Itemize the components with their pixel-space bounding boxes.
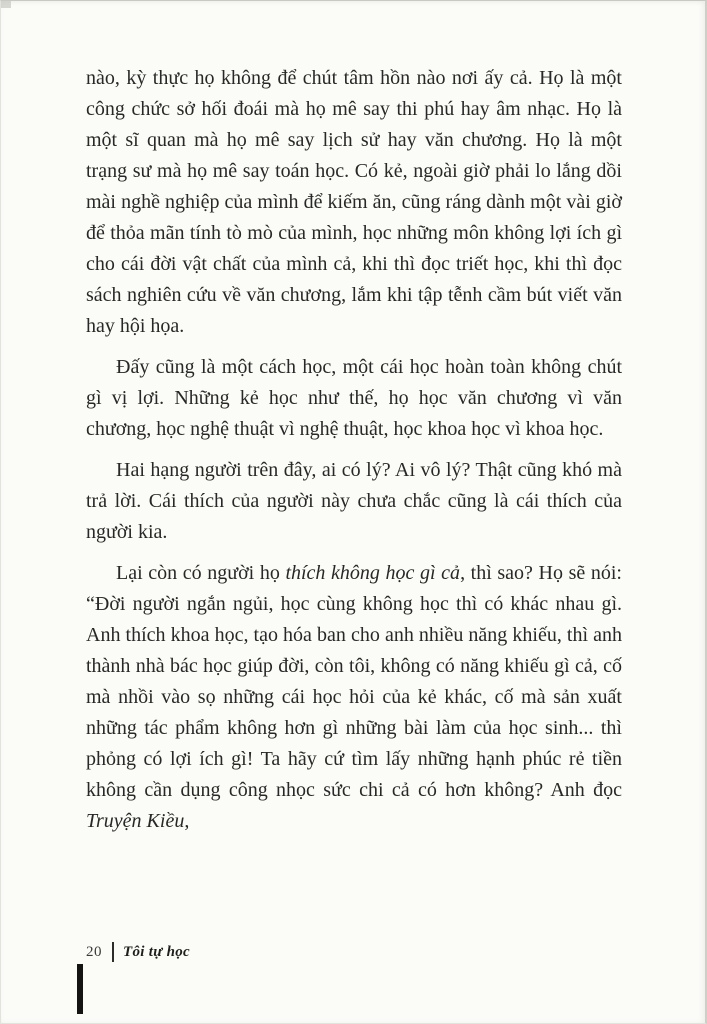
binding-mark xyxy=(77,964,83,1014)
text-segment: Hai hạng người trên đây, ai có lý? Ai vô lý? Thật cũng khó mà trả lời. Cái thích của người này chưa chắc cũng là cái thích của người kia. xyxy=(86,459,622,543)
text-segment: Lại còn có người họ xyxy=(116,562,286,584)
paragraph xyxy=(86,63,622,342)
paragraph xyxy=(86,352,622,445)
book-title: Tôi tự học xyxy=(123,943,190,960)
scan-corner-smudge xyxy=(1,1,11,8)
text-segment: , xyxy=(184,810,190,832)
body-text-block xyxy=(86,63,622,847)
text-segment: Đấy cũng là một cách học, một cái học hoàn toàn không chút gì vị lợi. Những kẻ học như thế, họ học văn chương vì văn chương, học nghệ thuật vì nghệ thuật, học khoa học vì khoa học. xyxy=(86,356,622,440)
page-number: 20 xyxy=(86,943,102,960)
text-segment: , thì sao? Họ sẽ nói: “Đời người ngắn ngủi, học cùng không học thì có khác nhau gì. Anh thích khoa học, tạo hóa ban cho anh nhiều năng khiếu, thì anh thành nhà bác học giúp đời, còn tôi, không có năng khiếu gì cả, cố mà nhồi vào sọ những cái học hỏi của kẻ khác, cố mà sản xuất những tác phẩm không hơn gì những bài làm của học sinh... thì phỏng có lợi ích gì! Ta hãy cứ tìm lấy những hạnh phúc rẻ tiền không cần dụng công nhọc sức chi cả có hơn không? Anh đọc xyxy=(86,562,622,801)
page-footer xyxy=(86,941,190,963)
footer-divider xyxy=(112,942,114,962)
text-segment-italic: Truyện Kiều xyxy=(86,810,185,832)
text-segment: nào, kỳ thực họ không để chút tâm hồn nào nơi ấy cả. Họ là một công chức sở hối đoái mà họ mê say thi phú hay âm nhạc. Họ là một sĩ quan mà họ mê say lịch sử hay văn chương. Họ là một trạng sư mà họ mê say toán học. Có kẻ, ngoài giờ phải lo lắng dồi mài nghề nghiệp của mình để kiếm ăn, cũng ráng dành một vài giờ để thỏa mãn tính tò mò của mình, học những môn không lợi ích gì cho cái đời vật chất của mình cả, khi thì đọc triết học, khi thì đọc sách nghiên cứu về văn chương, lắm khi tập tễnh cầm bút viết văn hay hội họa. xyxy=(86,67,622,337)
paragraph xyxy=(86,455,622,548)
paragraph xyxy=(86,558,622,837)
text-segment-italic: thích không học gì cả xyxy=(285,562,461,584)
